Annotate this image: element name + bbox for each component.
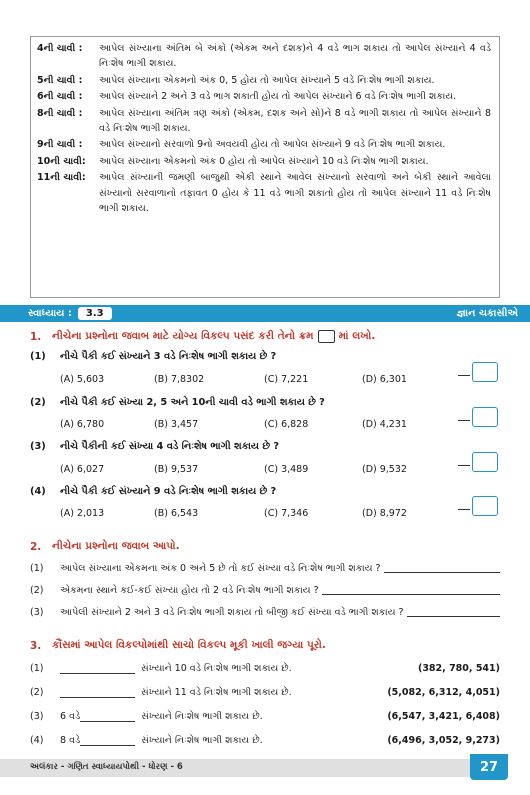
section3-item-4: (4) 8 વડે સંખ્યાને નિઃશેષ ભાગી શકાય છે. (6,496, 3,052, 9,273) bbox=[30, 735, 500, 746]
fill-blank[interactable] bbox=[80, 712, 135, 722]
rule-9: 9ની ચાવી : આપેલ સંખ્યાનો સરવાળો 9નો અવયવી હોય તો આપેલ સંખ્યાને 9 વડે નિઃશેષ ભાગી શકાય. bbox=[37, 139, 446, 151]
answer-box-2[interactable] bbox=[472, 407, 498, 427]
fill-blank[interactable] bbox=[80, 736, 135, 746]
answer-dash bbox=[458, 375, 470, 376]
section3-title: 3. કૌંસમાં આપેલ વિકલ્પોમાંથી સાચો વિકલ્પ મૂકી ખાલી જગ્યા પૂરો. bbox=[30, 639, 326, 652]
question-3-options: (A) 6,027 (B) 9,537 (C) 3,489 (D) 9,532 bbox=[60, 464, 407, 475]
section1-title: 1. નીચેના પ્રશ્નોના જવાબ માટે યોગ્ય વિકલ્પ પસંદ કરી તેનો ક્રમ માં લખો. bbox=[30, 330, 376, 343]
exercise-label: સ્વાધ્યાય : 3.3 bbox=[0, 305, 112, 322]
question-1-options: (A) 5,603 (B) 7,8302 (C) 7,221 (D) 6,301 bbox=[60, 374, 407, 385]
rule-11: 11ની ચાવી: આપેલ સંખ્યાની જમણી બાજુથી એકી સ્થાને આવેલ સંખ્યાનો સરવાળો અને બેકી સ્થાને આવેલા સંખ્યાનો સરવાળાનો તફાવત 0 હોય કે 11 વડે ભાગી શકાતો હોય તો આપેલ સંખ્યાને 11 વડે નિઃશેષ ભાગી શકાય. bbox=[37, 172, 491, 215]
answer-blank[interactable] bbox=[322, 585, 500, 595]
section2-item-3: (3) આપેલી સંખ્યાને 2 અને 3 વડે નિઃશેષ ભાગી શકાય તો બીજી કઈ સંખ્યા વડે ભાગી શકાય ? bbox=[30, 607, 500, 618]
fill-blank[interactable] bbox=[60, 688, 135, 698]
section2-title: 2. નીચેના પ્રશ્નોના જવાબ આપો. bbox=[30, 540, 180, 553]
rule-4: 4ની ચાવી : આપેલ સંખ્યાના અંતિમ બે અંકો (એકમ અને દશક)ને 4 વડે ભાગ શકાય તો આપેલ સંખ્યાને 4 વડે નિઃશેષ ભાગી શકાય. bbox=[37, 43, 491, 70]
answer-dash bbox=[458, 420, 470, 421]
answer-blank[interactable] bbox=[407, 607, 500, 617]
section3-item-3: (3) 6 વડે સંખ્યાને નિઃશેષ ભાગી શકાય છે. (6,547, 3,421, 6,408) bbox=[30, 711, 500, 722]
section2-item-2: (2) એકમના સ્થાને કઈ-કઈ સંખ્યા હોય તો 2 વડે નિઃશેષ ભાગી શકાય ? bbox=[30, 585, 500, 596]
answer-dash bbox=[458, 465, 470, 466]
footer-book-title: અલંકાર - ગણિત સ્વાધ્યાયપોથી - ધોરણ - 6 bbox=[30, 762, 183, 772]
exercise-number: 3.3 bbox=[78, 307, 112, 320]
rule-6: 6ની ચાવી : આપેલ સંખ્યાને 2 અને 3 વડે ભાગ શકાતી હોય તો આપેલ સંખ્યાને 6 વડે નિઃશેષ ભાગી શકાય. bbox=[37, 91, 457, 103]
question-2-options: (A) 6,780 (B) 3,457 (C) 6,828 (D) 4,231 bbox=[60, 419, 407, 430]
answer-dash bbox=[458, 509, 470, 510]
rule-8: 8ની ચાવી : આપેલ સંખ્યાના અંતિમ ત્રણ અંકો (એકમ, દશક અને સો)ને 8 વડે ભાગી શકાય તો આપેલ સંખ્યાને 8 વડે નિઃશેષ ભાગી શકાય. bbox=[37, 107, 491, 135]
section3-item-1: (1) સંખ્યાને 10 વડે નિઃશેષ ભાગી શકાય છે. (382, 780, 541) bbox=[30, 663, 500, 674]
question-1: (1) નીચે પૈકી કઈ સંખ્યાને 3 વડે નિઃશેષ ભાગી શકાય છે ? bbox=[30, 351, 277, 362]
rule-10: 10ની ચાવી: આપેલ સંખ્યાના એકમનો અંક 0 હોય તો આપેલ સંખ્યાને 10 વડે નિઃશેષ ભાગી શકાય. bbox=[37, 155, 429, 167]
answer-box-1[interactable] bbox=[472, 362, 498, 382]
answer-box-3[interactable] bbox=[472, 452, 498, 472]
answer-box-icon bbox=[318, 330, 335, 343]
answer-blank[interactable] bbox=[384, 563, 500, 573]
knowledge-check-label: જ્ઞાન ચકાસીએ bbox=[456, 308, 518, 319]
divisibility-rules-box bbox=[30, 36, 500, 298]
question-4-options: (A) 2,013 (B) 6,543 (C) 7,346 (D) 8,972 bbox=[60, 508, 407, 519]
page-number: 27 bbox=[470, 754, 508, 780]
question-2: (2) નીચે પૈકી કઈ સંખ્યા 2, 5 અને 10ની ચાવી વડે ભાગી શકાય છે ? bbox=[30, 397, 325, 408]
section3-item-2: (2) સંખ્યાને 11 વડે નિઃશેષ ભાગી શકાય છે. (5,082, 6,312, 4,051) bbox=[30, 687, 500, 698]
rule-5: 5ની ચાવી : આપેલ સંખ્યાના એકમનો અંક 0, 5 હોય તો આપેલ સંખ્યાને 5 વડે નિઃશેષ ભાગી શકાય. bbox=[37, 74, 435, 86]
question-4: (4) નીચે પૈકી કઈ સંખ્યાને 9 વડે નિઃશેષ ભાગી શકાય છે ? bbox=[30, 486, 277, 497]
exercise-banner bbox=[0, 305, 530, 322]
fill-blank[interactable] bbox=[60, 664, 135, 674]
section2-item-1: (1) આપેલ સંખ્યાના એકમના અંક 0 અને 5 છે તો કઈ સંખ્યા વડે નિઃશેષ ભાગી શકાય ? bbox=[30, 563, 500, 574]
answer-box-4[interactable] bbox=[472, 496, 498, 516]
question-3: (3) નીચે પૈકીની કઈ સંખ્યા 4 વડે નિઃશેષ ભાગી શકાય છે ? bbox=[30, 441, 280, 452]
